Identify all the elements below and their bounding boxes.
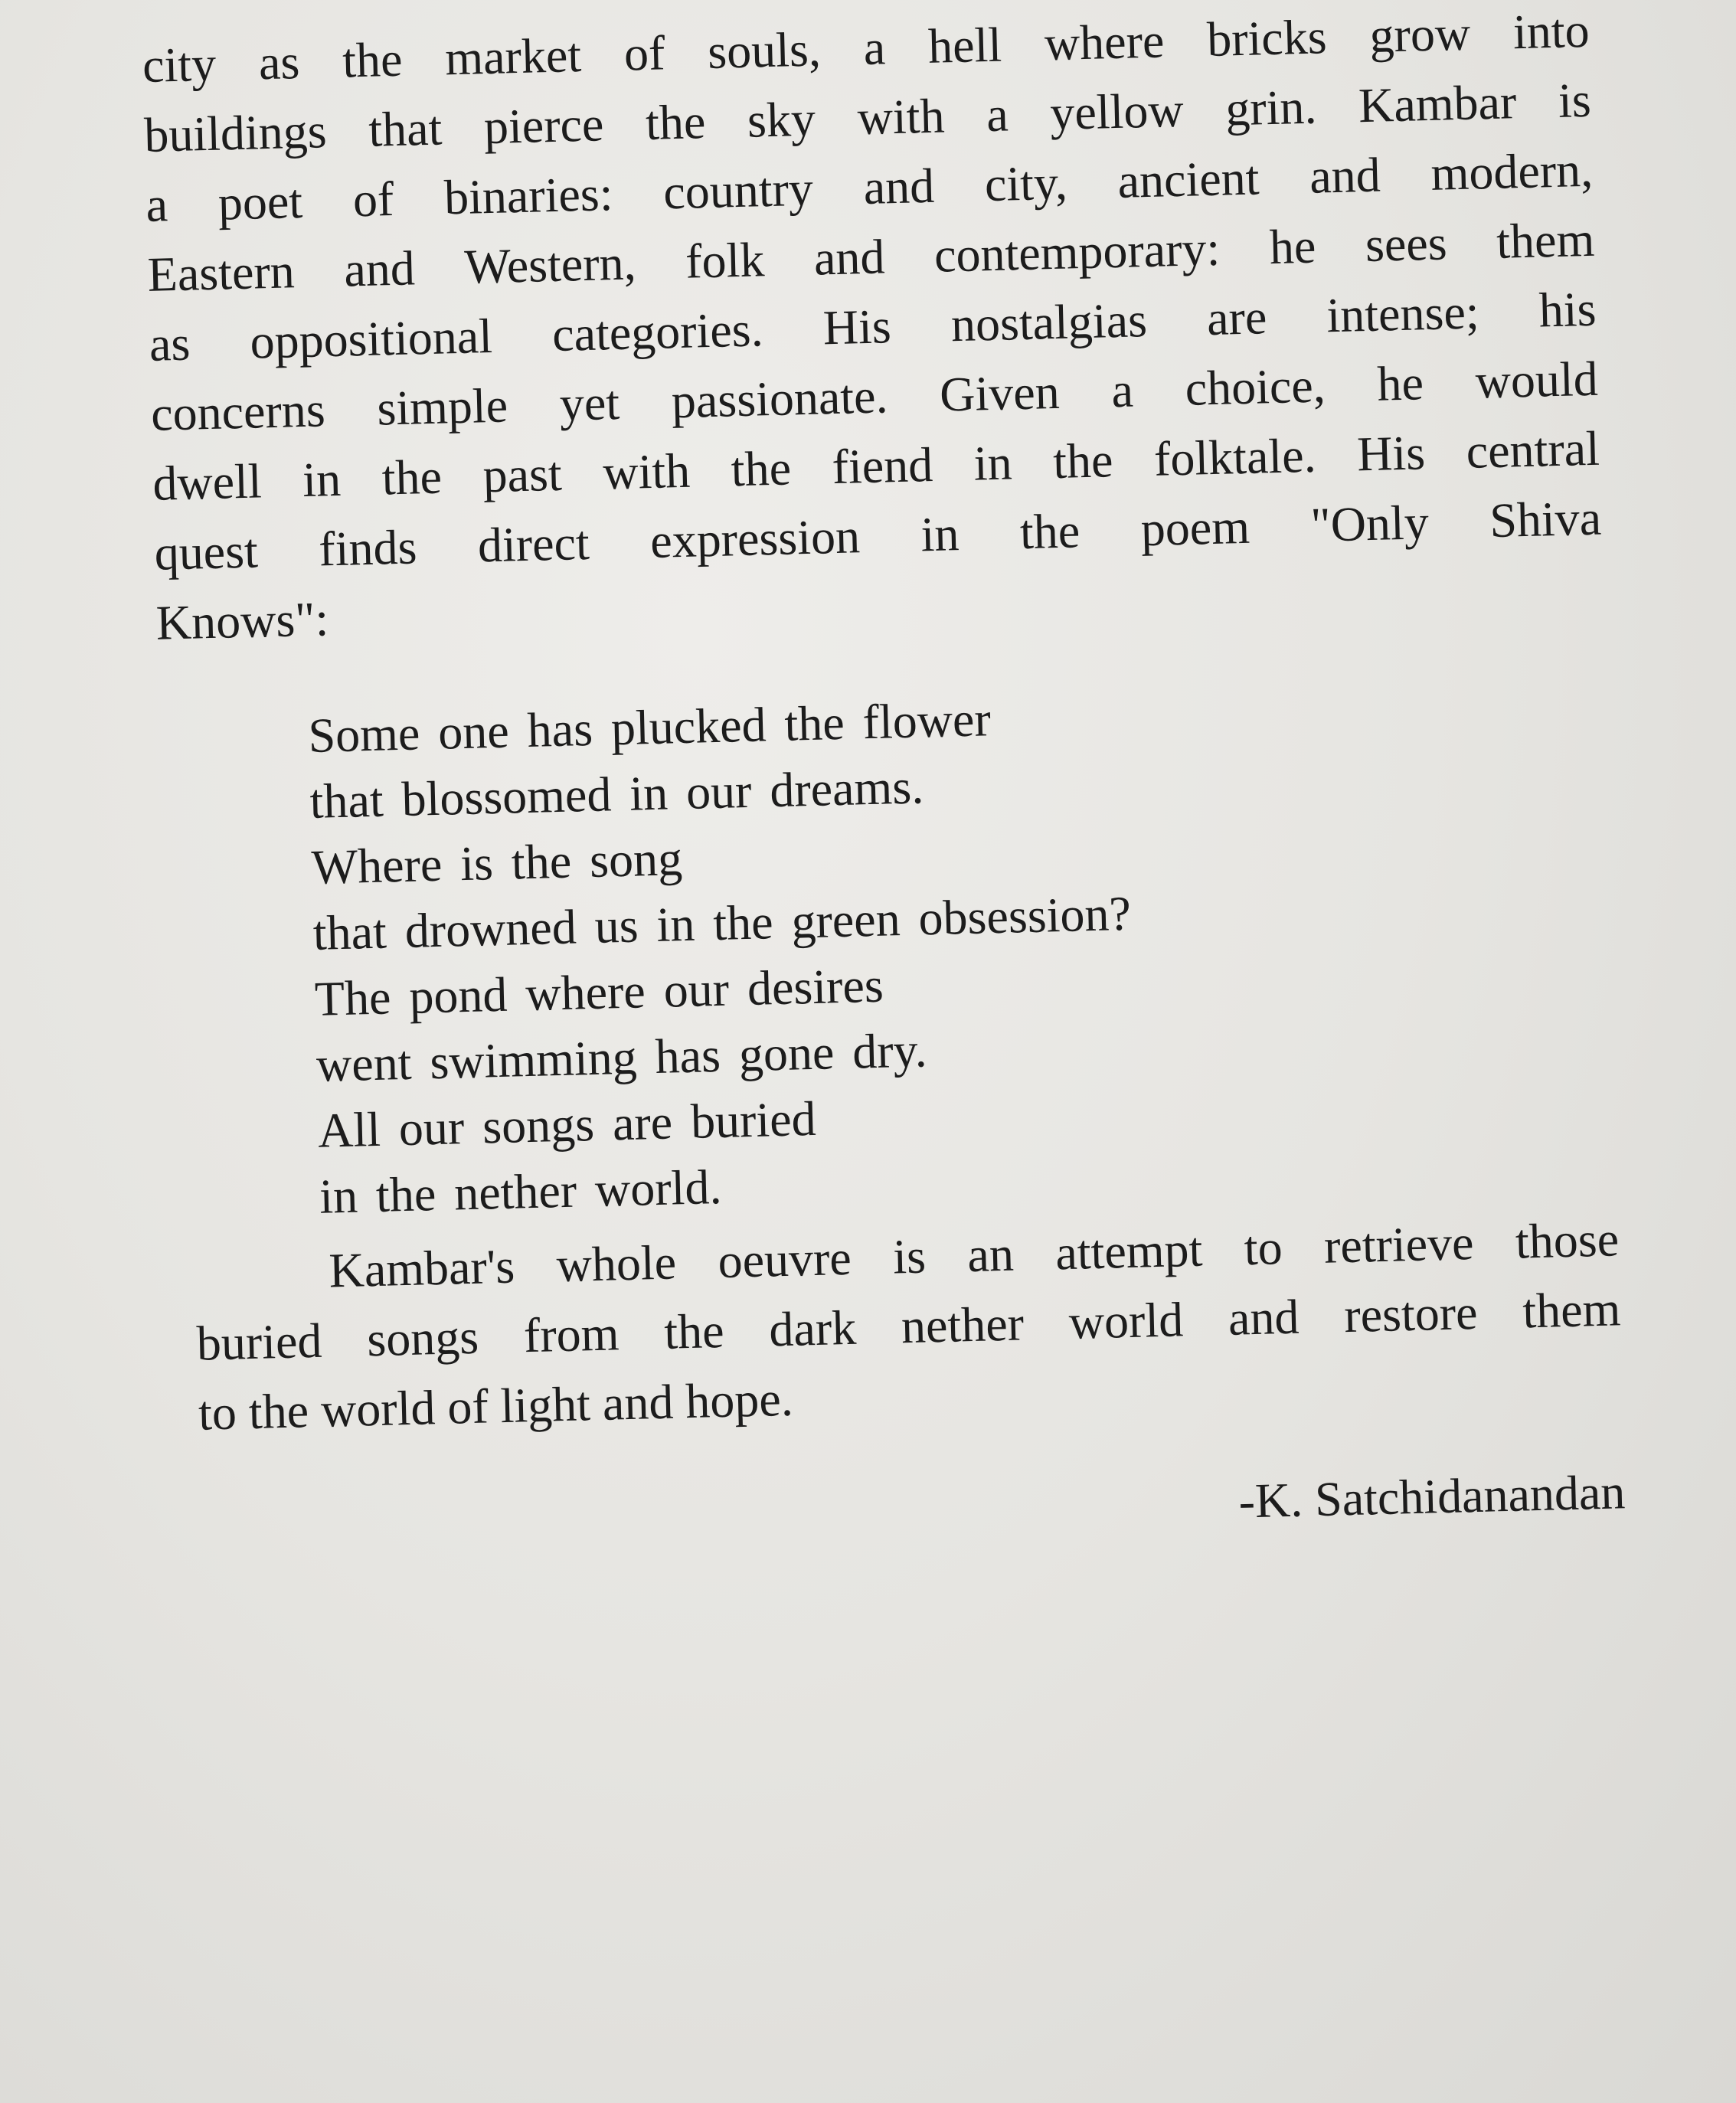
poem-line: The pond where our desires [314, 957, 884, 1026]
poem-line: All our songs are buried [317, 1091, 817, 1158]
word: buried [196, 1313, 323, 1371]
word: is [1558, 72, 1592, 128]
word: whole [555, 1235, 677, 1293]
word: finds [318, 519, 418, 577]
word: he [1268, 218, 1317, 275]
word: the [645, 94, 707, 150]
word: restore [1343, 1284, 1479, 1343]
word: with [856, 88, 946, 146]
word: world [1067, 1292, 1184, 1349]
word: central [1465, 420, 1600, 479]
word: passionate. [671, 368, 889, 429]
word: Shiva [1489, 490, 1602, 548]
word: the [1019, 503, 1081, 560]
poem-line: that drowned us in the green obsession? [312, 885, 1132, 960]
word: nether [901, 1296, 1025, 1354]
word: the [342, 31, 404, 88]
word: sky [747, 91, 816, 148]
word: the [730, 440, 792, 497]
poem-line: Some one has plucked the flower [307, 692, 992, 763]
word: attempt [1054, 1222, 1204, 1280]
word: he [1376, 355, 1424, 411]
word: is [892, 1228, 927, 1284]
poem-quotation [308, 672, 1618, 1230]
word: poem [1139, 499, 1251, 557]
poem-line: went swimming has gone dry. [315, 1022, 928, 1092]
word: oppositional [249, 308, 493, 369]
word: in [920, 506, 960, 562]
word: as [258, 34, 301, 90]
word: them [1522, 1281, 1622, 1339]
word: city, [984, 155, 1068, 212]
prose-line: to the world of light and hope. [198, 1371, 794, 1441]
word: His [822, 299, 892, 355]
word: the [1052, 433, 1114, 489]
word: retrieve [1323, 1215, 1475, 1274]
word: pierce [483, 96, 605, 155]
word: and [1228, 1289, 1300, 1346]
word: from [523, 1306, 620, 1363]
word: oeuvre [717, 1230, 852, 1289]
word: into [1512, 2, 1591, 60]
word: quest [153, 523, 259, 581]
word: folk [685, 232, 766, 289]
word: yet [559, 374, 620, 431]
word: past [482, 446, 563, 503]
word: the [381, 449, 443, 505]
word: would [1474, 351, 1599, 409]
word: grin. [1224, 79, 1318, 136]
word: where [1044, 13, 1166, 71]
word: buildings [143, 103, 328, 162]
closing-paragraph [195, 1204, 1623, 1447]
word: yellow [1049, 82, 1185, 141]
word: Western, [463, 235, 637, 294]
word: Given [939, 364, 1061, 422]
word: of [623, 25, 666, 81]
word: to [1243, 1220, 1283, 1276]
word: and [1309, 147, 1381, 204]
word: an [966, 1226, 1015, 1283]
word: categories. [551, 302, 764, 362]
word: and [862, 158, 935, 215]
word: in [302, 451, 342, 508]
word: that [368, 100, 443, 157]
word: with [602, 443, 691, 500]
poem-line: in the nether world. [319, 1159, 723, 1224]
word: city [142, 36, 217, 93]
word: concerns [150, 382, 326, 441]
word: them [1496, 211, 1596, 269]
word: of [352, 172, 395, 227]
prose-line: Knows": [155, 591, 329, 650]
word: expression [649, 509, 861, 568]
word: binaries: [443, 166, 614, 225]
word: sees [1365, 215, 1448, 273]
word: songs [366, 1309, 479, 1367]
word: ancient [1116, 150, 1260, 208]
word: poet [217, 173, 303, 231]
word: the [663, 1303, 725, 1359]
word: intense; [1326, 284, 1480, 343]
word: simple [376, 378, 508, 436]
poem-line: Where is the song [310, 831, 683, 895]
word: nostalgias [950, 293, 1148, 352]
word: are [1206, 289, 1268, 346]
word: modern, [1430, 142, 1594, 201]
author-signature: -K. Satchidanandan [1237, 1464, 1626, 1529]
page-text [142, 0, 1626, 1562]
word: and [813, 229, 886, 286]
word: souls, [707, 21, 822, 79]
word: Kambar [1358, 74, 1518, 133]
word: country [662, 161, 814, 220]
word: a [1110, 362, 1134, 418]
word: his [1538, 281, 1597, 338]
word: dwell [152, 453, 263, 511]
word: dark [768, 1300, 857, 1357]
word: direct [477, 515, 590, 573]
opening-paragraph [142, 0, 1604, 658]
word: those [1515, 1212, 1620, 1269]
word: hell [927, 17, 1002, 74]
word: a [145, 177, 168, 232]
word: choice, [1184, 358, 1326, 416]
word: "Only [1309, 495, 1430, 552]
word: His [1356, 425, 1426, 482]
word: as [149, 316, 191, 371]
word: folktale. [1153, 427, 1317, 486]
word: fiend [831, 437, 933, 495]
word: contemporary: [933, 221, 1221, 283]
word: a [862, 20, 886, 75]
word: in [973, 435, 1013, 491]
word: and [343, 240, 416, 297]
word: market [444, 27, 582, 86]
word: grow [1368, 5, 1471, 63]
word: Eastern [146, 244, 296, 302]
word: bricks [1206, 9, 1328, 67]
poem-line: that blossomed in our dreams. [309, 759, 924, 829]
word: Kambar's [328, 1238, 515, 1298]
word: a [986, 87, 1009, 142]
